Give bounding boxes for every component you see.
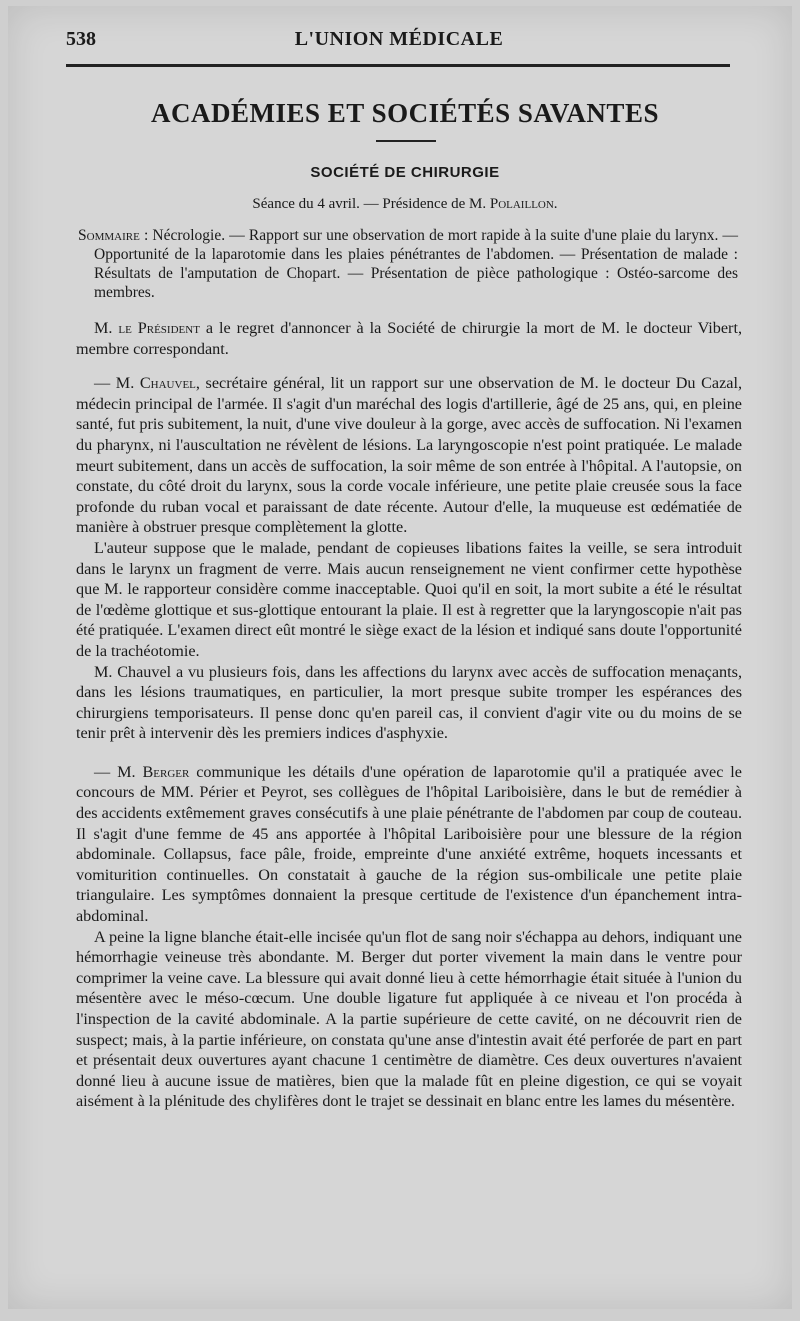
speaker-name: Berger bbox=[142, 762, 190, 781]
seance-line bbox=[78, 196, 732, 213]
page-number: 538 bbox=[66, 28, 96, 50]
paragraph-text: a le regret d'annoncer à la Société de chirurgie la mort de M. le docteur Vibert, membre correspondant. bbox=[76, 319, 742, 358]
paragraph-5 bbox=[76, 762, 742, 927]
paragraph-text: , secrétaire général, lit un rapport sur une observation de M. le docteur Du Cazal, médecin principal de l'armée. Il s'agit d'un maréchal des logis d'artillerie, âgé de 25 ans, qui, en pleine santé, fut pris subitement, la nuit, d'une vive douleur à la gorge, avec accès de suffocation. Ni l'examen du pharynx, ni l'auscultation ne révèlent de lésions. La laryngoscopie n'est point pratiquée. Le malade meurt subitement, dans un accès de suffocation, la soir même de son entrée à l'hôpital. A l'autopsie, on constate, du côté droit du larynx, sous la corde vocale inférieure, une petite plaie creusée sous la face profonde du ruban vocal et paraissant de date récente. Autour d'elle, la muqueuse est œdématiée de manière à obstruer presque complètement la glotte. bbox=[76, 374, 743, 537]
sommaire bbox=[78, 226, 738, 302]
paragraph-lead: M. bbox=[94, 319, 119, 337]
article-body bbox=[76, 318, 742, 1112]
speaker-name: Chauvel bbox=[139, 374, 196, 393]
journal-page bbox=[8, 6, 792, 1309]
society-subtitle: SOCIÉTÉ DE CHIRURGIE bbox=[310, 164, 500, 181]
paragraph-text: communique les détails d'une opération de laparotomie qu'il a pratiquée avec le concours de MM. Périer et Peyrot, ses collègues de l'hôpital Lariboisière, dans le but de remédier à des accidents extêmement graves consécutifs à une plaie pénétrante de l'abdomen par coup de couteau. Il s'agit d'une femme de 45 ans apportée à l'hôpital Lariboisière pour une blessure de la région abdominale. Collapsus, face pâle, froide, empreinte d'une anxiété extrême, hoquets incessants et vomiturition continuelles. On constatait à gauche de la région sus-ombilicale une petite plaie triangulaire. Les symptômes donnaient la presque certitude de l'existence d'un épanchement intra-abdominal. bbox=[76, 762, 742, 926]
sommaire-text: : Nécrologie. — Rapport sur une observation de mort rapide à la suite d'une plaie du larynx. — Opportunité de la laparotomie dans les plaies pénétrantes de l'abdomen. — Présentation de malade : Résultats de l'amputation de Chopart. — Présentation de pièce pathologique : Ostéo-sarcome des membres. bbox=[94, 227, 738, 301]
paragraph-4 bbox=[76, 662, 742, 744]
paragraph-3 bbox=[76, 538, 742, 662]
paragraph-text: M. Chauvel a vu plusieurs fois, dans les affections du larynx avec accès de suffocation menaçants, dans les lésions traumatiques, en particulier, la mort presque subite tromper les espérances des chirurgiens temporisateurs. Il pense donc qu'en pareil cas, il convient d'agir vite ou du moins de se tenir prêt à intervenir dès les premiers indices d'asphyxie. bbox=[76, 662, 742, 743]
seance-date: Séance du 4 avril. — Présidence de M. bbox=[252, 196, 490, 212]
paragraph-lead: — M. bbox=[94, 374, 140, 393]
seance-president: Polaillon. bbox=[489, 196, 558, 212]
speaker-name: le Président bbox=[118, 319, 200, 337]
paragraph-6 bbox=[76, 927, 742, 1112]
header-rule bbox=[66, 64, 730, 67]
journal-title: L'UNION MÉDICALE bbox=[294, 28, 504, 50]
section-title: ACADÉMIES ET SOCIÉTÉS SAVANTES bbox=[151, 98, 659, 128]
running-head bbox=[66, 26, 732, 56]
paragraph-1 bbox=[76, 318, 742, 359]
paragraph-2 bbox=[76, 373, 742, 538]
title-rule bbox=[376, 140, 436, 142]
paragraph-text: A peine la ligne blanche était-elle incisée qu'un flot de sang noir s'échappa au dehors, indiquant une hémorrhagie veineuse très abondante. M. Berger dut porter vivement la main dans le ventre pour comprimer la veine cave. La blessure qui avait donné lieu à cette hémorrhagie était située à l'union du mésentère avec le méso-cœcum. Une double ligature fut appliquée à ce niveau et l'on procéda à l'inspection de la cavité abdominale. A la partie supérieure de cette cavité, on ne découvrit rien de suspect; mais, à la partie inférieure, on constata qu'une anse d'intestin avait été perforée de part en part et présentait deux ouvertures ayant chacune 1 centimètre de diamètre. Ces deux ouvertures n'avaient donné lieu à aucune issue de matières, bien que la malade fût en pleine digestion, ce qui se voyait aisément à la plénitude des chylifères dont le trajet se dessinait en blanc entre les lames du mésentère. bbox=[76, 927, 742, 1111]
paragraph-text: L'auteur suppose que le malade, pendant de copieuses libations faites la veille, se sera introduit dans le larynx un fragment de verre. Mais aucun renseignement ne vient confirmer cette hypothèse que M. le rapporteur considère comme inacceptable. Quoi qu'il en soit, la mort subite a été le résultat de l'œdème glottique et sus-glottique entourant la plaie. Il est à regretter que la laryngoscopie n'ait pas été pratiquée. L'examen direct eût montré le siège exact de la lésion et indiqué sans doute l'opportunité de la trachéotomie. bbox=[76, 538, 742, 660]
paragraph-lead: — M. bbox=[94, 762, 143, 781]
sommaire-label: Sommaire bbox=[78, 227, 140, 244]
